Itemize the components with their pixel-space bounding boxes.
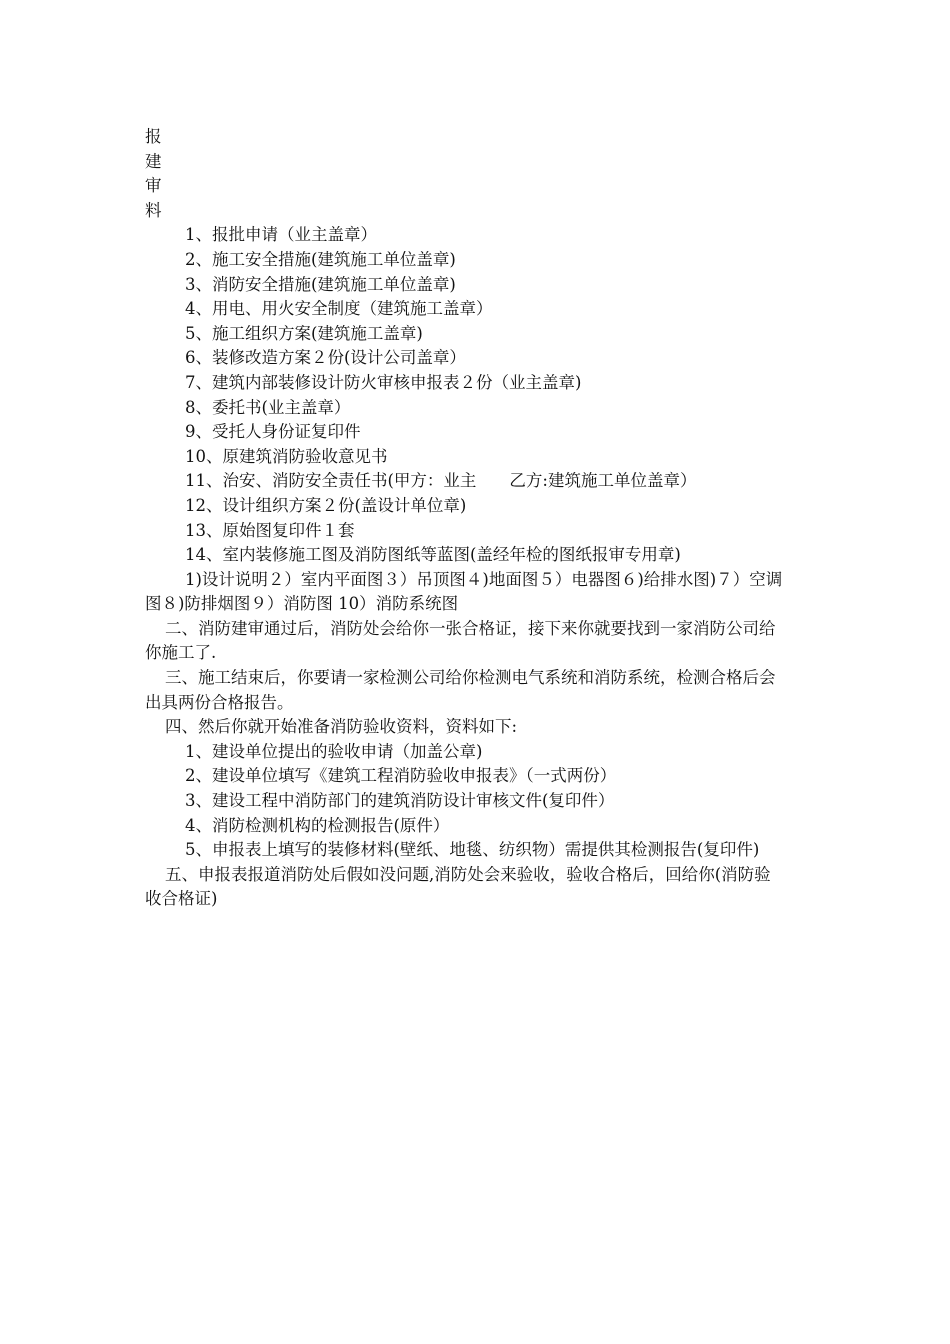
vertical-heading (145, 125, 785, 223)
acceptance-list (145, 740, 785, 863)
section-three: 三、施工结束后，你要请一家检测公司给你检测电气系统和消防系统，检测合格后会出具两份合格报告。 (145, 668, 776, 712)
list-item: 2、建设单位填写《建筑工程消防验收申报表》（一式两份） (185, 766, 617, 786)
list-item: 10、原建筑消防验收意见书 (185, 446, 388, 466)
list-item: 11、治安、消防安全责任书(甲方：业主 乙方:建筑施工单位盖章） (185, 471, 697, 491)
section-two: 二、消防建审通过后，消防处会给你一张合格证，接下来你就要找到一家消防公司给你施工了. (145, 618, 776, 663)
heading-char: 料 (145, 200, 162, 220)
list-item: 6、装修改造方案２份(设计公司盖章） (185, 348, 466, 368)
approval-list (145, 223, 785, 617)
list-item: 12、设计组织方案２份(盖设计单位章) (185, 495, 467, 515)
heading-char: 建 (145, 151, 162, 171)
heading-char: 审 (145, 176, 162, 196)
list-item: 13、原始图复印件１套 (185, 520, 355, 540)
list-item: 1、建设单位提出的验收申请（加盖公章) (185, 741, 483, 761)
list-item: 2、施工安全措施(建筑施工单位盖章) (185, 249, 456, 269)
list-item: 9、受托人身份证复印件 (185, 422, 361, 442)
list-item: 5、施工组织方案(建筑施工盖章) (185, 323, 423, 343)
list-item: 7、建筑内部装修设计防火审核申报表２份（业主盖章) (185, 372, 582, 392)
list-item: 4、消防检测机构的检测报告(原件） (185, 815, 450, 835)
list-item: 4、用电、用火安全制度（建筑施工盖章） (185, 299, 493, 319)
section-five: 五、申报表报道消防处后假如没问题,消防处会来验收，验收合格后，回给你(消防验收合格证) (145, 864, 771, 909)
list-item: 3、消防安全措施(建筑施工单位盖章) (185, 274, 456, 294)
list-item: 14、室内装修施工图及消防图纸等蓝图(盖经年检的图纸报审专用章) (185, 545, 681, 565)
document-body (145, 125, 785, 912)
drawings-note: 1)设计说明２）室内平面图３）吊顶图４)地面图５）电器图６)给排水图)７）空调图８)防排烟图９）消防图 10）消防系统图 (145, 569, 783, 614)
list-item: 8、委托书(业主盖章） (185, 397, 351, 417)
section-four-title: 四、然后你就开始准备消防验收资料，资料如下: (165, 717, 518, 737)
list-item: 1、报批申请（业主盖章） (185, 225, 377, 245)
heading-char: 报 (145, 127, 162, 146)
list-item: 5、申报表上填写的装修材料(壁纸、地毯、纺织物）需提供其检测报告(复印件) (185, 840, 760, 860)
list-item: 3、建设工程中消防部门的建筑消防设计审核文件(复印件） (185, 791, 615, 811)
